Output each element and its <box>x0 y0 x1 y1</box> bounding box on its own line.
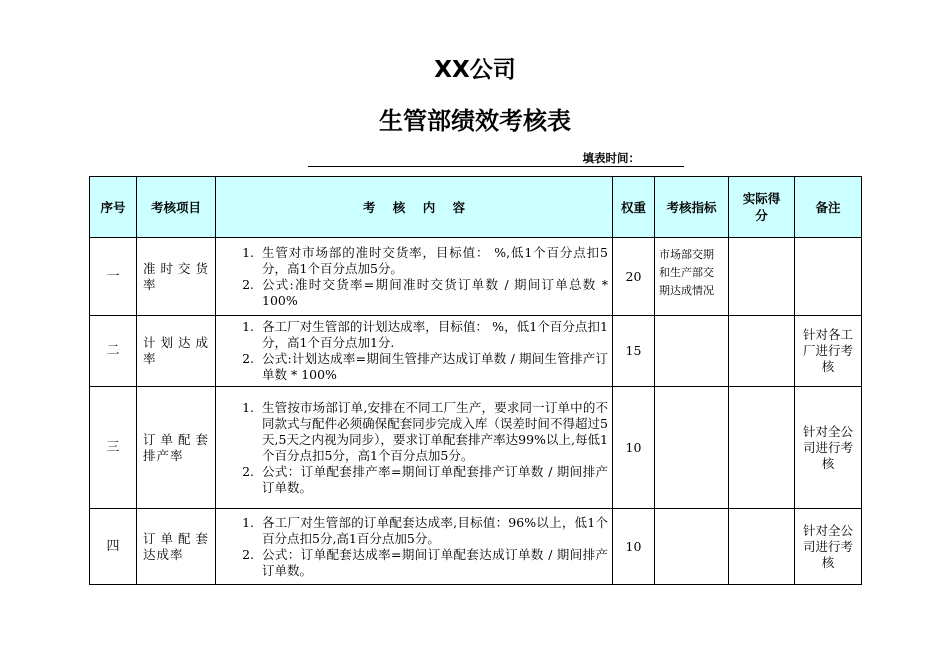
content-formula: 2. 公式:计划达成率=期间生管排产达成订单数 / 期间生管排产订单数 * 100% <box>258 351 608 383</box>
row-indicator <box>655 316 729 387</box>
form-title: 生管部绩效考核表 <box>379 107 571 135</box>
row-indicator <box>655 509 729 585</box>
row-note: 针对各工厂进行考核 <box>795 316 862 387</box>
row-item: 计划达成率 <box>137 316 216 387</box>
col-header-note: 备注 <box>795 177 862 238</box>
content-point: 1. 生管对市场部的准时交货率，目标值： %,低1个百分点扣5分，高1个百分点加5分。 <box>258 245 608 277</box>
row-indicator <box>655 387 729 509</box>
content-point: 1. 生管按市场部订单,安排在不同工厂生产，要求同一订单中的不同款式与配件必须确保配套同步完成入库（误差时间不得超过5天,5天之内视为同步），要求订单配套排产率达99%以上,每低1个百分点扣5分，高1个百分点加5分。 <box>258 400 608 464</box>
row-note: 针对全公司进行考核 <box>795 387 862 509</box>
row-item: 订单配套达成率 <box>137 509 216 585</box>
row-indicator: 市场部交期和生产部交期达成情况 <box>655 238 729 316</box>
row-content <box>216 387 613 509</box>
row-weight: 10 <box>613 387 655 509</box>
assessment-table <box>89 176 862 585</box>
row-weight: 20 <box>613 238 655 316</box>
row-seq: 二 <box>90 316 137 387</box>
col-header-seq: 序号 <box>90 177 137 238</box>
row-weight: 10 <box>613 509 655 585</box>
col-header-content: 考 核 内 容 <box>216 177 613 238</box>
row-seq: 三 <box>90 387 137 509</box>
table-row <box>90 509 862 585</box>
row-content <box>216 316 613 387</box>
row-note <box>795 238 862 316</box>
content-formula: 2. 公式：订单配套排产率=期间订单配套排产订单数 / 期间排产订单数。 <box>258 464 608 496</box>
row-weight: 15 <box>613 316 655 387</box>
table-row <box>90 387 862 509</box>
row-seq: 四 <box>90 509 137 585</box>
col-header-weight: 权重 <box>613 177 655 238</box>
row-item: 订单配套排产率 <box>137 387 216 509</box>
content-point: 1. 各工厂对生管部的计划达成率，目标值： %，低1个百分点扣1分，高1个百分点加1分. <box>258 319 608 351</box>
table-header-row <box>90 177 862 238</box>
content-formula: 2. 公式：订单配套达成率=期间订单配套达成订单数 / 期间排产订单数。 <box>258 547 608 579</box>
table-row <box>90 316 862 387</box>
row-note: 针对全公司进行考核 <box>795 509 862 585</box>
row-actual-score[interactable] <box>729 509 795 585</box>
row-content <box>216 509 613 585</box>
row-item: 准时交货率 <box>137 238 216 316</box>
col-header-actual-score: 实际得分 <box>729 177 795 238</box>
row-actual-score[interactable] <box>729 387 795 509</box>
fill-time-label: 填表时间： <box>582 151 640 165</box>
table-row <box>90 238 862 316</box>
content-point: 1. 各工厂对生管部的订单配套达成率,目标值：96%以上，低1个百分点扣5分,高1百分点加5分。 <box>258 515 608 547</box>
row-actual-score[interactable] <box>729 316 795 387</box>
content-formula: 2. 公式:准时交货率=期间准时交货订单数 / 期间订单总数 * 100% <box>258 277 608 309</box>
row-content <box>216 238 613 316</box>
row-actual-score[interactable] <box>729 238 795 316</box>
fill-time-line[interactable] <box>308 150 684 167</box>
col-header-item: 考核项目 <box>137 177 216 238</box>
row-seq: 一 <box>90 238 137 316</box>
company-name: XX公司 <box>434 57 516 83</box>
col-header-indicator: 考核指标 <box>655 177 729 238</box>
